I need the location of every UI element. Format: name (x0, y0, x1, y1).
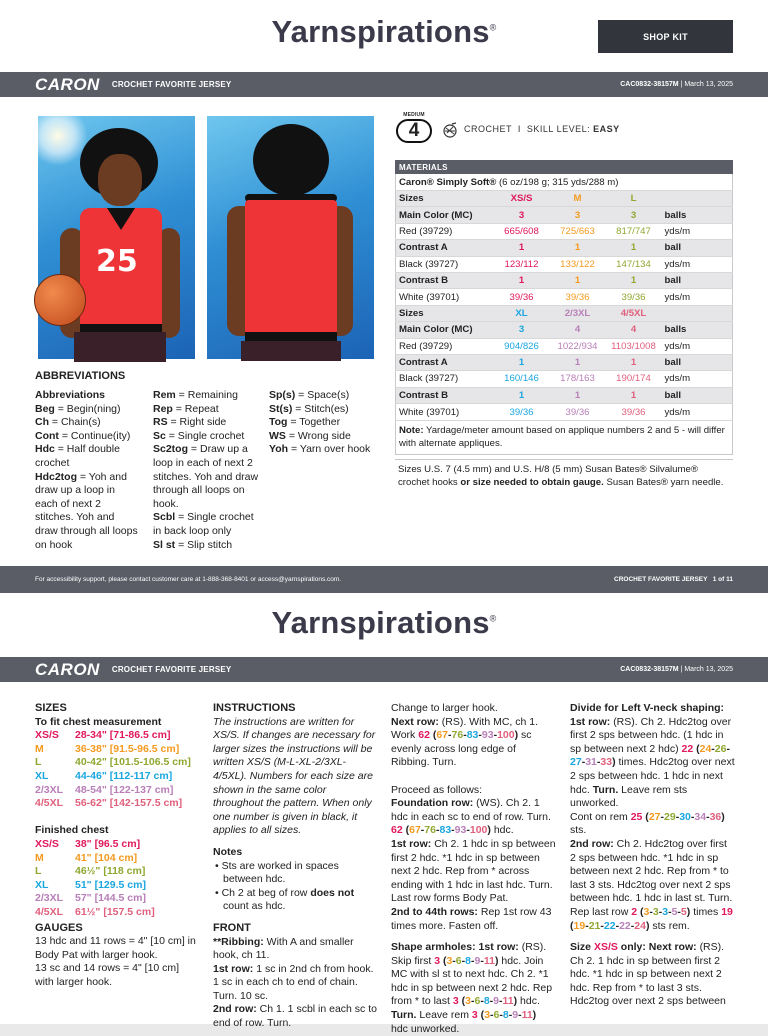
materials-cell: XS/S (494, 191, 550, 207)
materials-row (396, 305, 733, 321)
materials-row (396, 322, 733, 338)
materials-cell: 3 (550, 207, 606, 223)
note-2: • Ch 2 at beg of row does not count as hdc. (215, 886, 355, 913)
materials-cell: 4 (550, 322, 606, 338)
materials-row-label: Main Color (MC) (396, 207, 494, 223)
materials-cell: 39/36 (550, 404, 606, 420)
craft-skill-level: CROCHET I SKILL LEVEL: EASY (464, 124, 620, 134)
materials-cell: 178/163 (550, 371, 606, 387)
materials-cell: 4 (606, 322, 662, 338)
materials-table (395, 160, 733, 492)
materials-row (396, 223, 733, 239)
front-row-2: 2nd row: Ch 1. 1 scbl in each sc to end of row. Turn. (213, 1003, 377, 1030)
abbreviation-item: Rep = Repeat (153, 402, 219, 415)
abbreviations-column-1 (35, 389, 139, 552)
materials-cell: 1 (494, 354, 550, 370)
materials-note: Note: Yardage/meter amount based on applique numbers 2 and 5 - will differ with alternate appliques. (395, 420, 733, 455)
materials-cell: 39/36 (606, 289, 662, 305)
materials-cell: 4/5XL (606, 305, 662, 321)
logo-row (0, 593, 768, 657)
chest-size-row: L 40-42" [101.5-106.5 cm] (35, 756, 191, 769)
materials-row (396, 387, 733, 403)
abbreviation-item: Sl st = Slip stitch (153, 538, 233, 551)
chest-title: To fit chest measurement (35, 715, 162, 728)
materials-cell: 1022/934 (550, 338, 606, 354)
ribbing: **Ribbing: With A and smaller hook, ch 11. (213, 935, 354, 962)
abbreviation-item: Beg = Begin(ning) (35, 402, 121, 415)
chest-size-row: XS/S 28-34" [71-86.5 cm] (35, 729, 171, 742)
materials-cell: 123/112 (494, 256, 550, 272)
yarn-weight-number: 4 (396, 119, 432, 143)
abbreviation-item: RS = Right side (153, 416, 227, 429)
materials-row-label: Sizes (396, 305, 494, 321)
jersey-number: 25 (96, 244, 138, 279)
front-title: FRONT (213, 921, 251, 934)
materials-row-label: Black (39727) (396, 256, 494, 272)
materials-cell: 147/134 (606, 256, 662, 272)
yarnspirations-logo[interactable]: Yarnspirations® (271, 14, 497, 49)
materials-unit: balls (662, 322, 733, 338)
body-row-1: 1st row: Ch 2. 1 hdc in sp between first 2 hdc. *1 hdc in sp between next 2 hdc. Rep from * across ending with 1 hdc in last hdc. Turn. Last row forms Body Pat. (391, 837, 556, 905)
logo-row (0, 0, 768, 72)
neck-row-2: 2nd row: Ch 2. Hdc2tog over first 2 sps between hdc. *1 hdc in sp between next 2 hdc. Rep from * to last 3 sts. Hdc2tog over next 2 sps between hdc. 1 hdc in last st. Turn. Rep last row 2 (3-3-3-5-5) times 19 (19-21-22-22-24) sts rem. (570, 837, 733, 932)
abbreviation-item: Sp(s) = Space(s) (269, 389, 350, 401)
header-band (0, 72, 768, 97)
finished-title: Finished chest (35, 824, 109, 837)
caron-logo: CARON (35, 659, 100, 679)
finished-size-row: L 46½" [118 cm] (35, 865, 146, 878)
pattern-title: CROCHET FAVORITE JERSEY (111, 665, 232, 674)
finished-list (35, 838, 200, 920)
materials-unit (662, 305, 733, 321)
materials-row (396, 338, 733, 354)
shop-kit-button[interactable]: SHOP KIT (598, 20, 733, 53)
pattern-code-date: CAC0832-38157M | March 13, 2025 (620, 666, 733, 673)
shape-armholes: Shape armholes: 1st row: (RS). Skip first 3 (3-6-8-9-11) hdc. Join MC with sl st to next hdc. Ch 2. *1 hdc in sp between next 2 hdc. Rep from * to last 3 (3-6-8-9-11) hdc. Turn. Leave rem 3 (3-6-8-9-11) hdc unworked. (391, 941, 553, 1035)
abbreviation-item: Yoh = Yarn over hook (269, 443, 371, 456)
caron-logo: CARON (35, 74, 100, 94)
materials-cell: 133/122 (550, 256, 606, 272)
front-photo (38, 116, 195, 359)
materials-row-label: Main Color (MC) (396, 322, 494, 338)
materials-cell: 1 (606, 387, 662, 403)
materials-cell: 2/3XL (550, 305, 606, 321)
materials-row-label: Red (39729) (396, 338, 494, 354)
materials-row-label: Black (39727) (396, 371, 494, 387)
materials-unit: ball (662, 272, 733, 288)
materials-cell: XL (494, 305, 550, 321)
materials-cell: 3 (606, 207, 662, 223)
jersey-hem (80, 324, 162, 332)
materials-cell: 1 (494, 272, 550, 288)
abbreviation-item: Abbreviations (35, 389, 106, 401)
pants (241, 341, 341, 361)
continue-sts: Cont on rem 25 (27-29-30-34-36) sts. (570, 810, 725, 837)
materials-row (396, 272, 733, 288)
materials-cell: 39/36 (550, 289, 606, 305)
sizes-column (35, 702, 200, 989)
finished-size-row: XS/S 38" [96.5 cm] (35, 837, 141, 850)
materials-unit: ball (662, 240, 733, 256)
materials-row (396, 191, 733, 207)
foundation-row: Foundation row: (WS). Ch 2. 1 hdc in each sc to end of row. Turn. 62 (67-76-83-93-100) hdc. (391, 797, 551, 837)
yarn-weight-label: MEDIUM (403, 112, 425, 118)
note-1: • Sts are worked in spaces between hdc. (215, 859, 339, 886)
yarnspirations-logo[interactable]: Yarnspirations® (271, 605, 497, 640)
abbreviation-item: Scbl = Single crochet in back loop only (153, 511, 254, 537)
abbreviation-item: WS = Wrong side (269, 429, 351, 442)
jersey-photos (38, 116, 374, 359)
materials-cell: 1 (606, 354, 662, 370)
materials-row (396, 371, 733, 387)
materials-cell: 1 (550, 354, 606, 370)
abbreviation-item: Ch = Chain(s) (35, 416, 101, 429)
gauge-1: 13 hdc and 11 rows = 4" [10 cm] in Body Pat with larger hook. (35, 935, 196, 961)
materials-cell: 1 (494, 240, 550, 256)
materials-cell: 1103/1008 (606, 338, 662, 354)
chest-size-row: 4/5XL 56-62" [142-157.5 cm] (35, 797, 183, 810)
materials-row-label: Contrast B (396, 272, 494, 288)
materials-row-label: Contrast A (396, 354, 494, 370)
v-neck-column (570, 702, 735, 1009)
face (98, 154, 142, 206)
next-row: Next row: (RS). With MC, ch 1. Work 62 (67-76-83-93-100) sc evenly across long edge of Ribbing. Turn. (391, 715, 539, 769)
finished-size-row: M 41" [104 cm] (35, 851, 138, 864)
abbreviations-column-2 (153, 389, 263, 552)
jersey-back (245, 200, 337, 335)
materials-heading: MATERIALS (395, 160, 733, 174)
abbreviation-item: Hdc2tog = Yoh and draw up a loop in each of next 2 stitches. Yoh and draw through all loops on hook (35, 470, 138, 551)
materials-cell: 39/36 (494, 289, 550, 305)
materials-cell: M (550, 191, 606, 207)
finished-size-row: 2/3XL 57" [144.5 cm] (35, 892, 146, 905)
materials-row (396, 404, 733, 420)
finished-size-row: 4/5XL 61½" [157.5 cm] (35, 905, 155, 918)
chest-size-row: 2/3XL 48-54" [122-137 cm] (35, 783, 174, 796)
abbreviation-item: Rem = Remaining (153, 389, 238, 401)
materials-cell: 1 (550, 387, 606, 403)
materials-unit: ball (662, 387, 733, 403)
v-neck (107, 208, 135, 230)
materials-unit: yds/m (662, 289, 733, 305)
gauge-2: 13 sc and 14 rows = 4" [10 cm] with larger hook. (35, 962, 180, 988)
yarn-name: Caron® Simply Soft® (6 oz/198 g; 315 yds/288 m) (395, 174, 733, 190)
jersey-hem (245, 332, 337, 341)
abbreviation-item: Sc2tog = Draw up a loop in each of next 2 stitches. Yoh and draw through all loops on hook. (153, 443, 259, 510)
materials-row (396, 207, 733, 223)
proceed: Proceed as follows: (391, 783, 483, 796)
abbreviation-item: Tog = Together (269, 416, 341, 429)
materials-cell: 1 (606, 272, 662, 288)
materials-row-label: Contrast A (396, 240, 494, 256)
materials-rows (395, 190, 733, 420)
accessibility-note: For accessibility support, please contact customer care at 1-888-368-8401 or access@yarnspirations.com. (35, 576, 342, 583)
finished-size-row: XL 51" [129.5 cm] (35, 878, 146, 891)
abbreviations-title: ABBREVIATIONS (35, 370, 126, 382)
materials-cell: 190/174 (606, 371, 662, 387)
materials-cell: 1 (606, 240, 662, 256)
abbreviation-item: Sc = Single crochet (153, 429, 245, 442)
pattern-code-date: CAC0832-38157M | March 13, 2025 (620, 81, 733, 88)
yarn-weight-badge (394, 112, 434, 143)
size-only-row: Size XS/S only: Next row: (RS). Ch 2. 1 hdc in sp between first 2 hdc. *1 hdc in sp between next 2 hdc. Rep from * to last 3 sts. Hdc2tog over next 2 sps between (570, 941, 726, 1008)
materials-cell: 1 (550, 240, 606, 256)
instructions-column (213, 702, 378, 1031)
body-column (391, 702, 556, 1036)
materials-cell: 1 (550, 272, 606, 288)
basketball (34, 274, 86, 326)
instructions-intro: The instructions are written for XS/S. If changes are necessary for larger sizes the instructions will be written XS/S (M-L-XL-2/3XL-4/5XL). Numbers for each size are shown in the same color throughout the pattern. When only one number is given in black, it applies to all sizes. (213, 715, 376, 837)
chest-list (35, 729, 200, 811)
abbreviation-item: Hdc = Half double crochet (35, 443, 120, 469)
sun-flare (28, 106, 88, 166)
hooks-needle: Sizes U.S. 7 (4.5 mm) and U.S. H/8 (5 mm) Susan Bates® Silvalume® crochet hooks or size needed to obtain gauge. Susan Bates® yarn needle. (395, 459, 733, 492)
materials-row (396, 256, 733, 272)
front-row-1: 1st row: 1 sc in 2nd ch from hook. 1 sc in each ch to end of chain. Turn. 10 sc. (213, 962, 374, 1002)
change-hook: Change to larger hook. (391, 702, 498, 714)
materials-cell: 3 (494, 322, 550, 338)
materials-unit: ball (662, 354, 733, 370)
materials-cell: L (606, 191, 662, 207)
abbreviation-item: Cont = Continue(ity) (35, 429, 131, 442)
materials-row-label: White (39701) (396, 289, 494, 305)
hair (253, 124, 329, 196)
materials-row-label: Sizes (396, 191, 494, 207)
materials-row (396, 289, 733, 305)
crochet-hook-icon (442, 122, 458, 138)
materials-row (396, 240, 733, 256)
materials-cell: 39/36 (606, 404, 662, 420)
materials-unit: yds/m (662, 404, 733, 420)
chest-size-row: M 36-38" [91.5-96.5 cm] (35, 742, 180, 755)
materials-row-label: Contrast B (396, 387, 494, 403)
pants (74, 332, 166, 362)
page-footer (0, 566, 768, 593)
abbreviation-item: St(s) = Stitch(es) (269, 402, 349, 415)
neck-row-1: 1st row: (RS). Ch 2. Hdc2tog over first 2 sps between hdc. (1 hdc in sp between next 2 hdc) 22 (24-26-27-31-33) times. Hdc2tog over next 2 sps between hdc. 1 hdc in next hdc. Turn. Leave rem sts unworked. (570, 715, 735, 810)
materials-cell: 817/747 (606, 223, 662, 239)
sizes-title: SIZES (35, 702, 67, 714)
instructions-title: INSTRUCTIONS (213, 702, 296, 714)
materials-unit: yds/m (662, 256, 733, 272)
materials-cell: 39/36 (494, 404, 550, 420)
materials-cell: 1 (494, 387, 550, 403)
materials-unit: yds/m (662, 371, 733, 387)
notes-title: Notes (213, 845, 243, 858)
materials-unit: balls (662, 207, 733, 223)
materials-cell: 665/608 (494, 223, 550, 239)
divide-title: Divide for Left V-neck shaping: (570, 702, 725, 714)
materials-unit: yds/m (662, 338, 733, 354)
gauges-title: GAUGES (35, 921, 83, 934)
materials-unit: yds/m (662, 223, 733, 239)
materials-row-label: Red (39729) (396, 223, 494, 239)
body-rows-2-44: 2nd to 44th rows: Rep 1st row 43 times more. Fasten off. (391, 905, 552, 932)
chest-size-row: XL 44-46" [112-117 cm] (35, 769, 173, 782)
page-2 (0, 593, 768, 1035)
materials-row (396, 354, 733, 370)
materials-cell: 160/146 (494, 371, 550, 387)
materials-cell: 904/826 (494, 338, 550, 354)
abbreviations-column-3 (269, 389, 379, 457)
pattern-title: CROCHET FAVORITE JERSEY (111, 80, 232, 89)
materials-cell: 725/663 (550, 223, 606, 239)
materials-row-label: White (39701) (396, 404, 494, 420)
back-photo (207, 116, 374, 359)
materials-cell: 3 (494, 207, 550, 223)
header-band (0, 657, 768, 682)
footer-page: CROCHET FAVORITE JERSEY 1 of 11 (614, 576, 733, 583)
materials-unit (662, 191, 733, 207)
